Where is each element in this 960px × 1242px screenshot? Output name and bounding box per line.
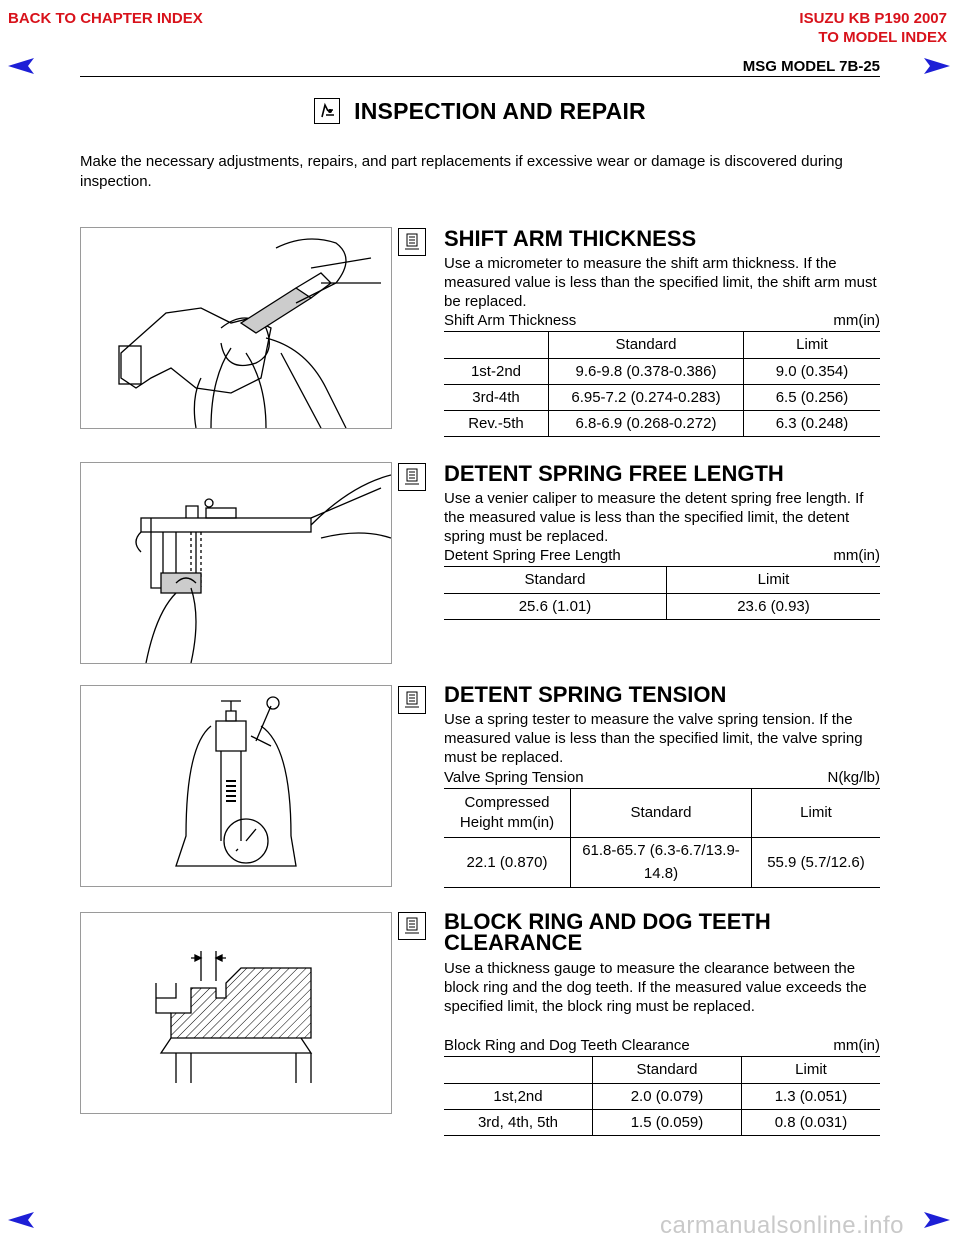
table-cell: 6.5 (0.256) xyxy=(744,384,881,410)
measurement-icon xyxy=(398,912,426,940)
table-caption-label: Block Ring and Dog Teeth Clearance xyxy=(444,1037,690,1054)
table-unit: mm(in) xyxy=(833,547,880,564)
table-cell: 22.1 (0.870) xyxy=(444,837,571,887)
spec-table-detent-length xyxy=(444,567,880,620)
shift-arm-micrometer-illustration xyxy=(80,227,392,429)
measurement-icon xyxy=(398,228,426,256)
table-caption-label: Shift Arm Thickness xyxy=(444,312,577,329)
table-cell: 25.6 (1.01) xyxy=(444,593,667,619)
table-cell: 3rd, 4th, 5th xyxy=(444,1109,593,1135)
table-caption xyxy=(444,547,880,567)
header-rule xyxy=(80,76,880,77)
section-title: DETENT SPRING TENSION xyxy=(444,682,727,707)
page-title xyxy=(0,98,960,125)
table-caption xyxy=(444,1037,880,1057)
table-header-cell: Standard xyxy=(549,332,744,358)
table-header-cell: Limit xyxy=(752,789,881,837)
left-arrow-icon[interactable] xyxy=(8,58,34,74)
model-name-link[interactable]: ISUZU KB P190 2007 xyxy=(799,10,947,27)
page-reference: MSG MODEL 7B-25 xyxy=(742,58,880,75)
section-title: DETENT SPRING FREE LENGTH xyxy=(444,461,784,486)
intro-paragraph: Make the necessary adjustments, repairs, and part replacements if excessive wear or damage is discovered during inspection. xyxy=(80,153,843,190)
spec-table-block-ring xyxy=(444,1057,880,1136)
table-unit: mm(in) xyxy=(833,1037,880,1054)
table-cell: 6.3 (0.248) xyxy=(744,410,881,436)
table-cell: 61.8-65.7 (6.3-6.7/13.9-14.8) xyxy=(571,837,752,887)
table-header-cell: Compressed Height mm(in) xyxy=(444,789,571,837)
table-cell: 6.95-7.2 (0.274-0.283) xyxy=(549,384,744,410)
table-unit: N(kg/lb) xyxy=(827,769,880,786)
section-text: Use a micrometer to measure the shift arm thickness. If the measured value is less than the specified limit, the shift arm must be replaced. xyxy=(444,255,877,310)
table-header-cell xyxy=(444,332,549,358)
block-ring-clearance-illustration xyxy=(80,912,392,1114)
table-header-cell: Standard xyxy=(571,789,752,837)
table-cell: 23.6 (0.93) xyxy=(667,593,881,619)
table-header-cell: Standard xyxy=(593,1057,742,1083)
table-unit: mm(in) xyxy=(833,312,880,329)
spec-table-shift-arm xyxy=(444,332,880,437)
back-to-chapter-index-link[interactable]: BACK TO CHAPTER INDEX xyxy=(8,10,203,27)
measurement-icon xyxy=(398,463,426,491)
table-header-cell: Limit xyxy=(744,332,881,358)
table-header-cell xyxy=(444,1057,593,1083)
left-arrow-icon[interactable] xyxy=(8,1212,34,1228)
table-caption xyxy=(444,769,880,789)
table-header-cell: Limit xyxy=(667,567,881,593)
table-caption xyxy=(444,312,880,332)
watermark: carmanualsonline.info xyxy=(660,1212,904,1239)
table-caption-label: Detent Spring Free Length xyxy=(444,547,621,564)
spec-table-spring-tension xyxy=(444,789,880,888)
section-text: Use a spring tester to measure the valve spring tension. If the measured value is less than the specified limit, the valve spring must be replaced. xyxy=(444,711,863,766)
to-model-index-link[interactable]: TO MODEL INDEX xyxy=(818,29,947,46)
caliper-spring-illustration xyxy=(80,462,392,664)
table-cell: Rev.-5th xyxy=(444,410,549,436)
page-title-text: INSPECTION AND REPAIR xyxy=(354,98,646,124)
section-text: Use a thickness gauge to measure the clearance between the block ring and the dog teeth. If the measured value exceeds the specified limit, the block ring must be replaced. xyxy=(444,960,867,1015)
right-arrow-icon[interactable] xyxy=(924,58,950,74)
section-text: Use a venier caliper to measure the detent spring free length. If the measured value is less than the specified limit, the detent spring must be replaced. xyxy=(444,490,864,545)
spring-tester-illustration xyxy=(80,685,392,887)
table-cell: 6.8-6.9 (0.268-0.272) xyxy=(549,410,744,436)
table-cell: 1st,2nd xyxy=(444,1083,593,1109)
table-cell: 9.6-9.8 (0.378-0.386) xyxy=(549,358,744,384)
section-title: SHIFT ARM THICKNESS xyxy=(444,226,697,251)
table-cell: 0.8 (0.031) xyxy=(742,1109,881,1135)
section-title: BLOCK RING AND DOG TEETH CLEARANCE xyxy=(444,909,771,955)
table-header-cell: Standard xyxy=(444,567,667,593)
table-cell: 1st-2nd xyxy=(444,358,549,384)
table-caption-label: Valve Spring Tension xyxy=(444,769,584,786)
right-arrow-icon[interactable] xyxy=(924,1212,950,1228)
table-cell: 3rd-4th xyxy=(444,384,549,410)
inspection-icon xyxy=(314,98,340,124)
table-cell: 55.9 (5.7/12.6) xyxy=(752,837,881,887)
measurement-icon xyxy=(398,686,426,714)
table-cell: 1.3 (0.051) xyxy=(742,1083,881,1109)
table-cell: 9.0 (0.354) xyxy=(744,358,881,384)
table-header-cell: Limit xyxy=(742,1057,881,1083)
table-cell: 2.0 (0.079) xyxy=(593,1083,742,1109)
table-cell: 1.5 (0.059) xyxy=(593,1109,742,1135)
